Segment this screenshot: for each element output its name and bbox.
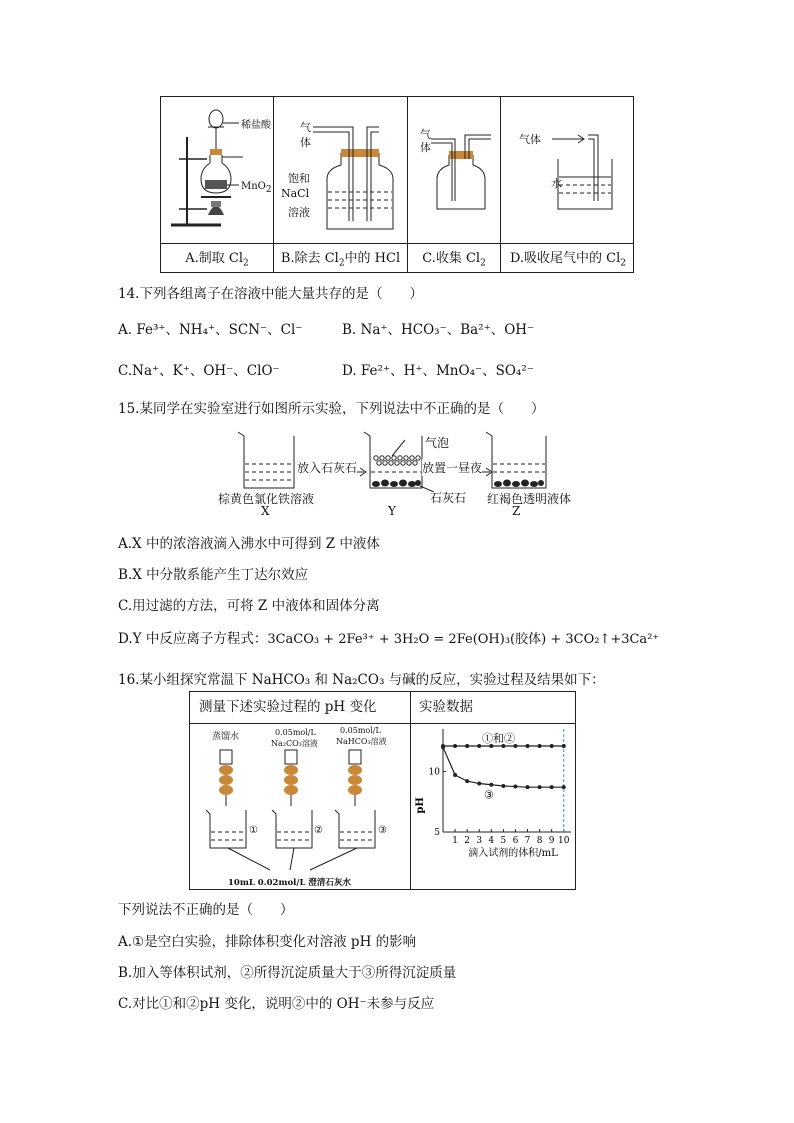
bubble-label: 气泡 (425, 436, 450, 450)
x-tick-label: 2 (464, 836, 471, 846)
x-tick-label: 3 (476, 836, 483, 846)
data-point (453, 773, 457, 777)
x-solution-label: 棕黄色氯化铁溶液 (218, 492, 315, 506)
data-point (477, 782, 481, 786)
beaker-x-label: X (261, 504, 270, 518)
arrow-label-overnight: 放置一昼夜 (422, 461, 483, 475)
q14-option-b: B. Na⁺、HCO₃⁻、Ba²⁺、OH⁻ (342, 322, 535, 338)
q14-option-c: C.Na⁺、K⁺、OH⁻、ClO⁻ (118, 363, 280, 379)
d-gas-label: 气体 (519, 133, 541, 146)
q14-option-d: D. Fe²⁺、H⁺、MnO₄⁻、SO₄²⁻ (342, 363, 534, 379)
reagent-water: 蒸馏水 (212, 732, 240, 742)
q16-option-c: C.对比①和②pH 变化，说明②中的 OH⁻未参与反应 (118, 996, 435, 1012)
q16-option-b: B.加入等体积试剂，②所得沉淀质量大于③所得沉淀质量 (118, 965, 457, 981)
data-point (465, 779, 469, 783)
x-axis-label: 滴入试剂的体积/mL (468, 848, 558, 859)
caption-c: C.收集 $Cl_2$ (422, 251, 486, 269)
x-tick-label: 5 (500, 836, 507, 846)
data-point (477, 744, 481, 748)
data-point (538, 785, 542, 789)
q16-stem: 16.某小组探究常温下 NaHCO₃ 和 Na₂CO₃ 与碱的反应，实验过程及结果如下： (118, 672, 605, 688)
collecting-bottle-diagram (407, 97, 500, 243)
reagent-nahco3-conc: 0.05mol/L (340, 726, 381, 735)
b-gas-label-2: 体 (300, 136, 311, 149)
limewater-label: 10mL 0.02mol/L 澄清石灰水 (228, 878, 351, 888)
z-liquid-label: 红褐色透明液体 (487, 492, 572, 506)
b-solution-label-2: NaCl (281, 187, 310, 200)
x-tick-label: 10 (558, 836, 570, 846)
x-tick-label: 1 (452, 836, 458, 846)
y-tick-label: 5 (434, 828, 440, 838)
table-header-data: 实验数据 (419, 699, 473, 715)
q14-stem: 14.下列各组离子在溶液中能大量共存的是（ ） (118, 286, 423, 302)
a-solid-label: MnO$_2$ (241, 181, 272, 195)
series-label-3: ③ (483, 788, 494, 802)
y-axis-label: pH (415, 797, 426, 814)
data-point (513, 785, 517, 789)
b-solution-label-1: 饱和 (288, 172, 310, 185)
limestone-label: 石灰石 (430, 491, 467, 505)
experiment-table (189, 691, 576, 890)
beaker-y-label: Y (388, 504, 396, 518)
a-reagent-label: 稀盐酸 (241, 120, 271, 131)
x-tick-label: 4 (488, 836, 495, 846)
tail-gas-beaker-diagram (500, 97, 635, 243)
reagent-nahco3: NaHCO₃溶液 (336, 737, 387, 746)
data-point (550, 785, 554, 789)
d-water-label: 水 (551, 177, 562, 190)
data-point (538, 744, 542, 748)
data-point (441, 745, 445, 749)
x-tick-label: 7 (524, 836, 531, 846)
q14-option-a: A. Fe³⁺、NH₄⁺、SCN⁻、Cl⁻ (118, 322, 303, 338)
data-point (453, 744, 457, 748)
data-point (550, 744, 554, 748)
caption-d: D.吸收尾气中的 $Cl_2$ (509, 251, 627, 269)
series-line-2 (443, 747, 564, 787)
q15-option-a: A.X 中的浓溶液滴入沸水中可得到 Z 中液体 (118, 536, 380, 552)
data-point (526, 785, 530, 789)
apparatus-table (160, 96, 634, 273)
data-point (489, 783, 493, 787)
y-tick-label: 10 (428, 767, 440, 778)
q16-option-a: A.①是空白实验，排除体积变化对溶液 pH 的影响 (118, 934, 417, 950)
q15-option-b: B.X 中分散系能产生丁达尔效应 (118, 567, 309, 583)
arrow-label-add-limestone: 放入石灰石 (297, 461, 358, 475)
b-gas-label-1: 气 (300, 121, 311, 134)
q15-option-d: D.Y 中反应离子方程式：3CaCO₃ + 2Fe³⁺ + 3H₂O = 2Fe(OH)₃(胶体) + 3CO₂↑+3Ca²⁺ (118, 631, 660, 647)
x-tick-label: 6 (512, 836, 519, 846)
data-point (562, 744, 566, 748)
series-label-1-2: ①和② (482, 731, 516, 745)
data-point (562, 785, 566, 789)
beaker-2-label: ② (314, 825, 323, 836)
reagent-na2co3: Na₂CO₃溶液 (271, 739, 318, 748)
q16-followup-stem: 下列说法不正确的是（ ） (118, 902, 294, 918)
data-point (526, 744, 530, 748)
beaker-1-label: ① (249, 825, 258, 836)
caption-b: B.除去 $Cl_2$中的 HCl (280, 251, 401, 269)
reagent-na2co3-conc: 0.05mol/L (275, 728, 316, 737)
ph-chart (411, 724, 576, 890)
beaker-sequence-diagram (230, 428, 570, 492)
q15-stem: 15.某同学在实验室进行如图所示实验，下列说法中不正确的是（ ） (118, 401, 545, 417)
c-gas-label-2: 体 (420, 141, 431, 154)
caption-a: A.制取 $Cl_2$ (185, 251, 249, 269)
q15-option-c: C.用过滤的方法，可将 Z 中液体和固体分离 (118, 598, 380, 614)
x-tick-label: 8 (536, 836, 543, 846)
c-gas-label-1: 气 (420, 128, 431, 141)
beaker-3-label: ③ (378, 825, 387, 836)
data-point (501, 784, 505, 788)
x-tick-label: 9 (548, 836, 555, 846)
data-point (465, 744, 469, 748)
table-header-process: 测量下述实验过程的 pH 变化 (199, 699, 377, 715)
b-solution-label-3: 溶液 (288, 206, 310, 219)
beaker-z-label: Z (512, 504, 521, 518)
